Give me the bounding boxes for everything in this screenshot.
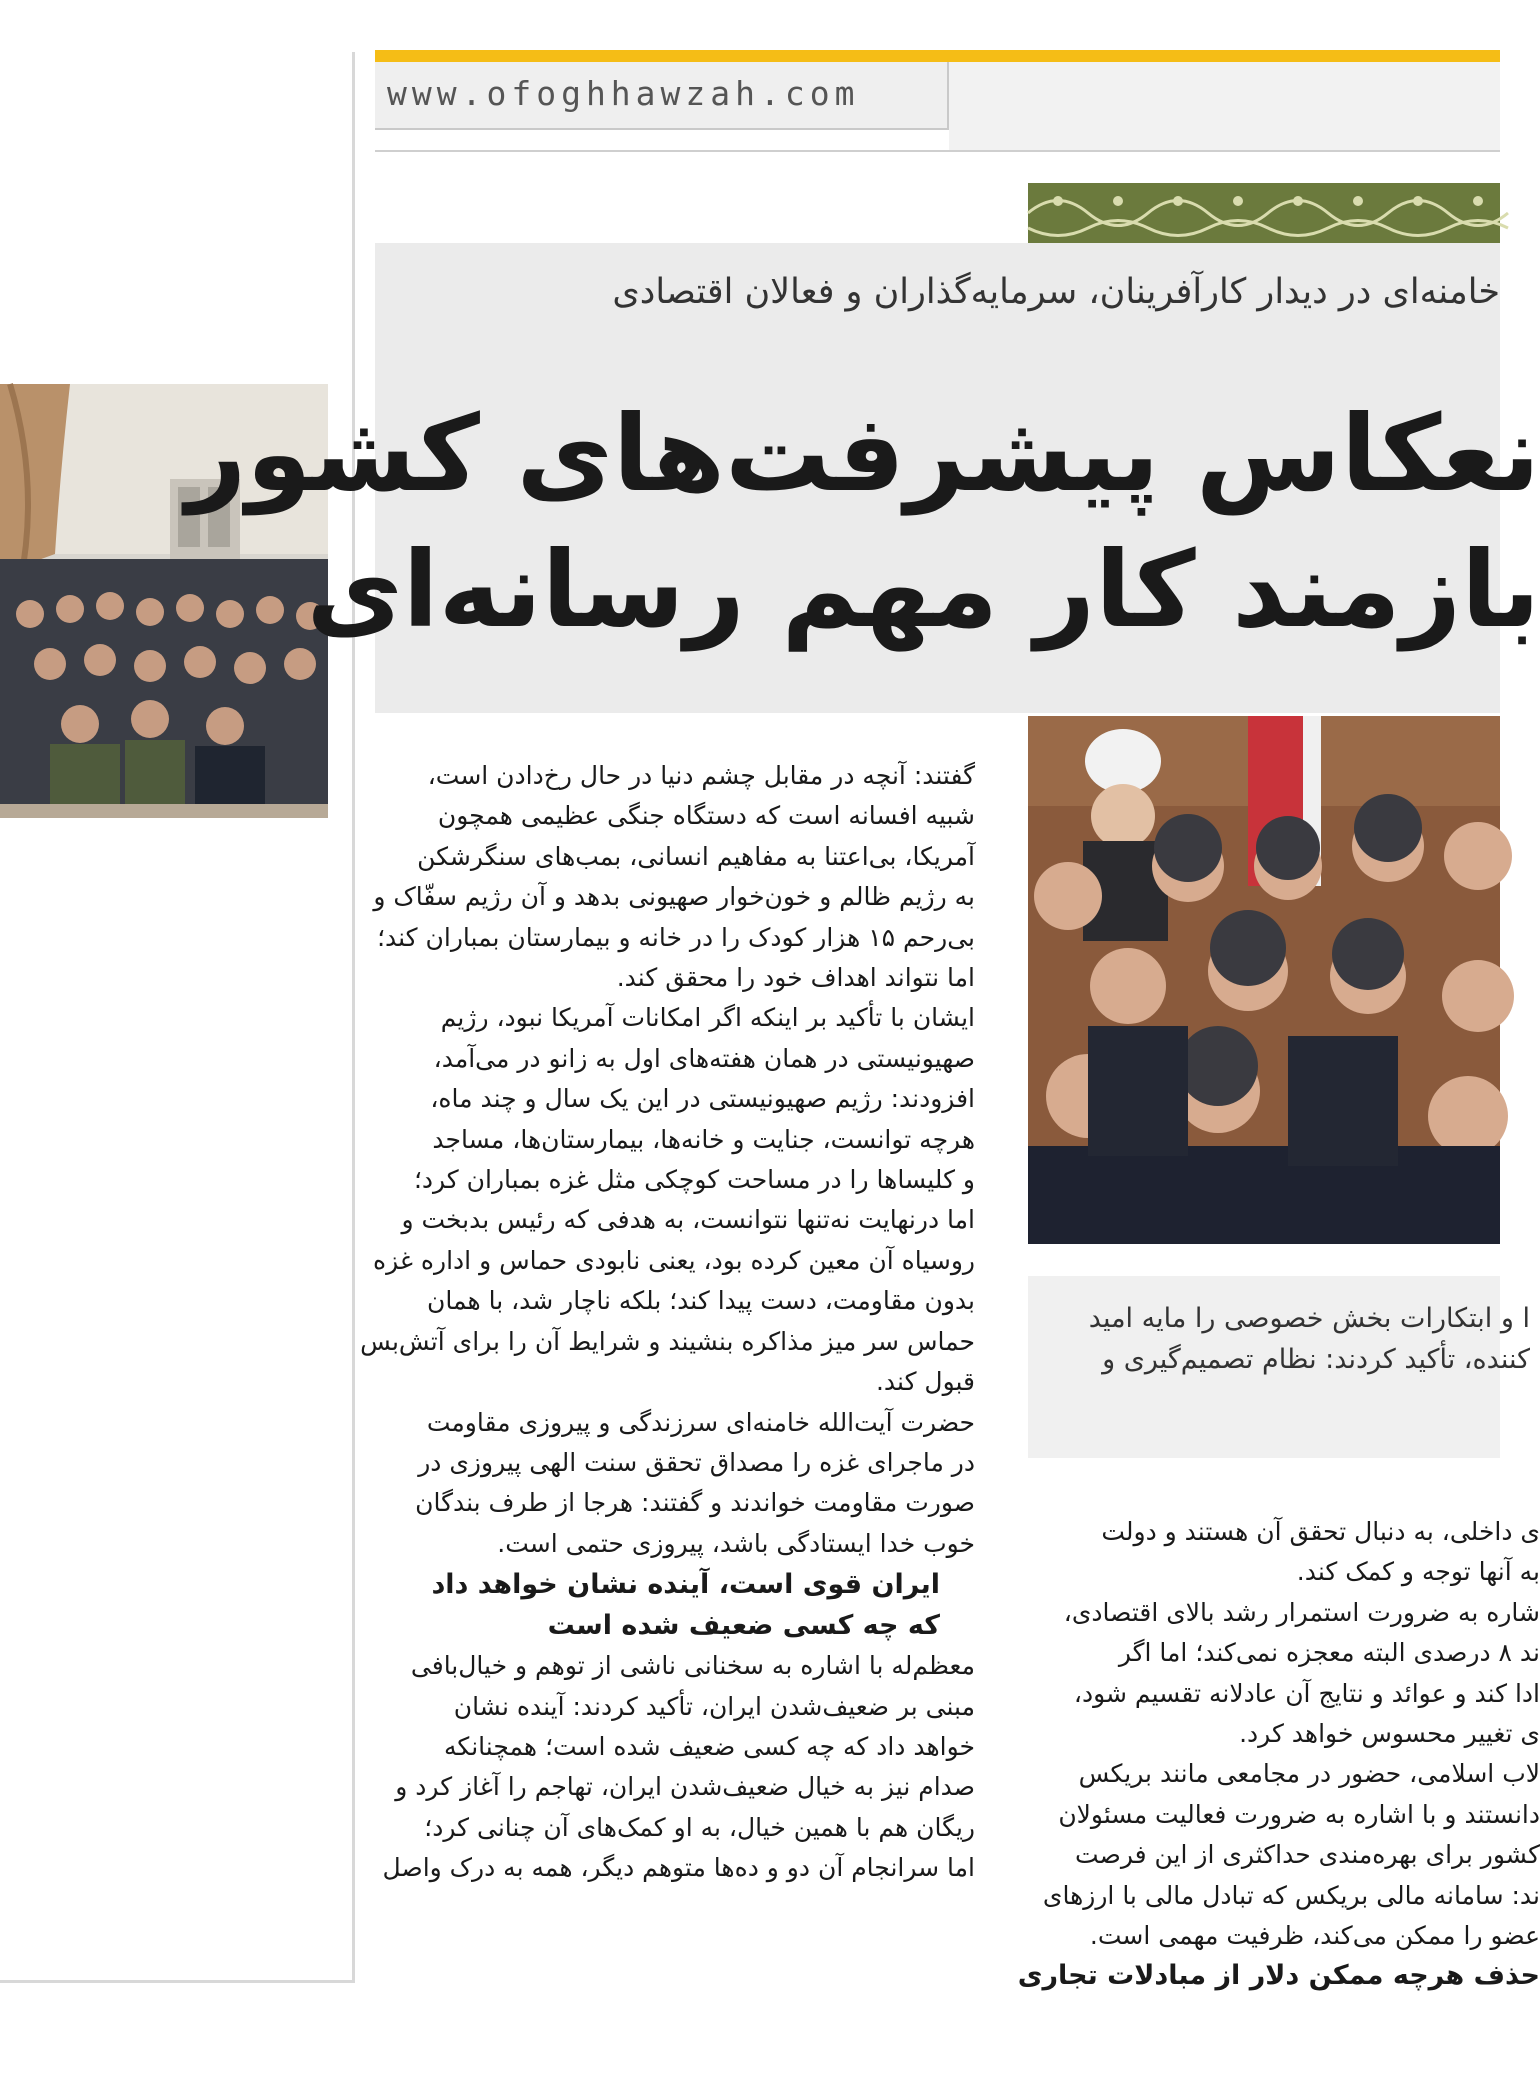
body-line: عضو را ممکن می‌کند، ظرفیت مهمی است. (1089, 1921, 1540, 1951)
left-column (0, 0, 355, 2092)
body-line: اما نتواند اهداف خود را محقق کند. (616, 963, 975, 993)
top-gray-panel (949, 62, 1500, 150)
body-line: به آنها توجه و کمک کند. (1296, 1557, 1540, 1587)
body-line: صورت مقاومت خواندند و گفتند: هرجا از طرف بندگان (415, 1488, 975, 1518)
article-body-right (1017, 1512, 1540, 1997)
body-line: آمریکا، بی‌اعتنا به مفاهیم انسانی، بمب‌های سنگرشکن (417, 841, 975, 871)
body-line: شبیه افسانه است که دستگاه جنگی عظیمی همچون (437, 801, 975, 831)
body-line: اما سرانجام آن دو و ده‌ها متوهم دیگر، همه به درک واصل (382, 1853, 975, 1883)
body-line: در ماجرای غزه را مصداق تحقق سنت الهی پیروزی در (418, 1447, 975, 1477)
body-line: اما درنهایت نه‌تنها نتوانست، به هدفی که رئیس بدبخت و (401, 1205, 975, 1235)
body-line: بی‌رحم ۱۵ هزار کودک را در خانه و بیمارستان بمباران کند؛ (377, 922, 975, 952)
body-line: به رژیم ظالم و خون‌خوار صهیونی بدهد و آن رژیم سفّاک و (373, 882, 975, 912)
body-line: و کلیساها را در مساحت کوچکی مثل غزه بمباران کرد؛ (413, 1165, 975, 1195)
left-column-frame (0, 52, 355, 1983)
article-kicker: خامنه‌ای در دیدار کارآفرینان، سرمایه‌گذاران و فعالان اقتصادی (612, 272, 1500, 312)
body-line: ی داخلی، به دنبال تحقق آن هستند و دولت (1101, 1517, 1540, 1546)
body-line: افزودند: رژیم صهیونیستی در این یک سال و چند ماه، (430, 1084, 975, 1114)
body-line: ند ۸ درصدی البته معجزه نمی‌کند؛ اما اگر (1118, 1638, 1540, 1668)
top-accent-bar (375, 50, 1500, 62)
body-line: معظم‌له با اشاره به سخنانی ناشی از توهم و خیال‌بافی (410, 1651, 975, 1681)
site-url[interactable]: www.ofoghhawzah.com (387, 74, 860, 113)
body-line: مبنی بر ضعیف‌شدن ایران، تأکید کردند: آینده نشان (453, 1691, 975, 1721)
body-line: ایشان با تأکید بر اینکه اگر امکانات آمریکا نبود، رژیم (440, 1003, 975, 1033)
body-line: گفتند: آنچه در مقابل چشم دنیا در حال رخ‌دادن است، (427, 761, 975, 790)
body-line: کشور برای بهره‌مندی حداکثری از این فرصت (1075, 1840, 1540, 1870)
body-line: لاب اسلامی، حضور در مجامعی مانند بریکس (1078, 1759, 1540, 1789)
caption-line: کننده، تأکید کردند: نظام تصمیم‌گیری و (1102, 1344, 1530, 1375)
body-line: حضرت آیت‌الله خامنه‌ای سرزندگی و پیروزی مقاومت (426, 1407, 975, 1437)
body-line: ریگان هم با همین خیال، به او کمک‌های آن چنانی کرد؛ (424, 1812, 975, 1842)
section-subhead: که چه کسی ضعیف شده است (547, 1610, 940, 1642)
divider (375, 150, 1500, 152)
site-url-box[interactable] (375, 62, 949, 130)
body-line: خواهد داد که چه کسی ضعیف شده است؛ همچنانکه (444, 1731, 975, 1761)
headline-line: نعکاس پیشرفت‌های کشور (185, 393, 1540, 515)
article-headline (186, 386, 1540, 658)
body-line: ی تغییر محسوس خواهد کرد. (1239, 1719, 1540, 1749)
body-line: صدام نیز به خیال ضعیف‌شدن ایران، تهاجم را آغاز کرد و (395, 1772, 975, 1802)
body-line: صهیونیستی در همان هفته‌های اول به زانو در می‌آمد، (433, 1043, 975, 1073)
body-line: خوب خدا ایستادگی باشد، پیروزی حتمی است. (497, 1528, 975, 1558)
body-line: روسیاه آن معین کرده بود، یعنی نابودی حماس و اداره غزه (373, 1245, 975, 1275)
body-line: بدون مقاومت، دست پیدا کند؛ بلکه ناچار شد، با همان (427, 1286, 975, 1316)
body-line: قبول کند. (875, 1367, 975, 1397)
photo-caption (1089, 1298, 1530, 1380)
body-line: هرچه توانست، جنایت و خانه‌ها، بیمارستان‌ها، مساجد (432, 1124, 975, 1154)
body-line: ند: سامانه مالی بریکس که تبادل مالی با ارزهای (1042, 1880, 1540, 1910)
body-line: ادا کند و عوائد و نتایج آن عادلانه تقسیم شود، (1073, 1678, 1540, 1708)
ornament-pattern (1028, 183, 1500, 243)
caption-line: ا و ابتکارات بخش خصوصی را مایه امید (1088, 1303, 1530, 1334)
headline-line: بازمند کار مهم رسانه‌ای (306, 529, 1540, 651)
article-body-middle (360, 756, 975, 1889)
section-subhead: حذف هرچه ممکن دلار از مبادلات تجاری (1017, 1960, 1540, 1992)
body-line: دانستند و با اشاره به ضرورت فعالیت مسئولان (1058, 1799, 1540, 1829)
main-photo-meeting (1028, 716, 1500, 1244)
section-subhead: ایران قوی است، آینده نشان خواهد داد (431, 1569, 940, 1601)
body-line: حماس سر میز مذاکره بنشیند و شرایط آن را برای آتش‌بس (360, 1326, 975, 1356)
body-line: شاره به ضرورت استمرار رشد بالای اقتصادی، (1063, 1597, 1540, 1627)
